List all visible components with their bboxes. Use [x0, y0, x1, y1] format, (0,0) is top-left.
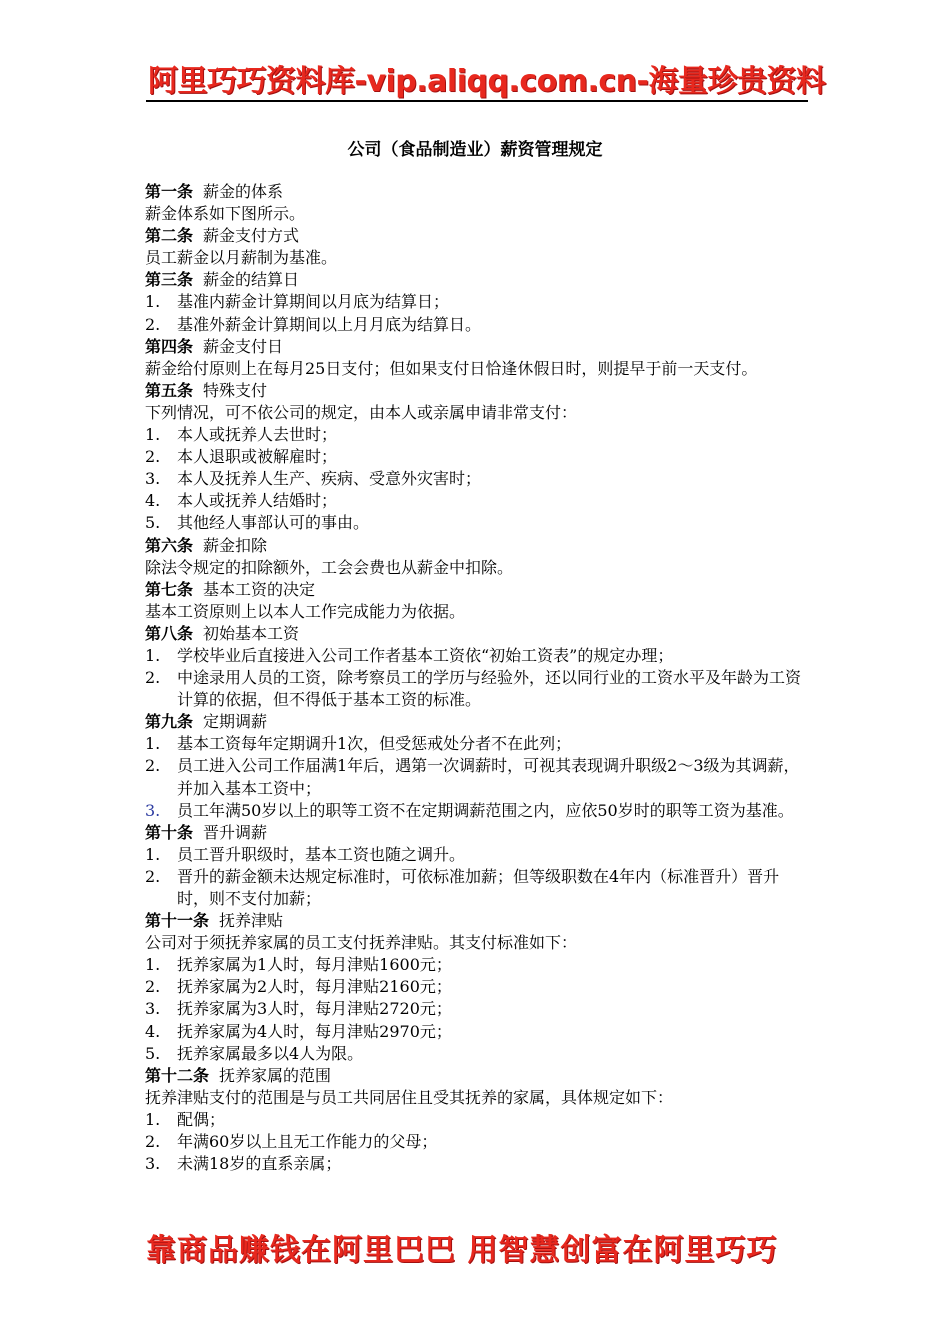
list-item-number: 2.: [145, 977, 161, 997]
article-name: 薪金的体系: [203, 182, 284, 201]
article-paragraph: 抚养津贴支付的范围是与员工共同居住且受其抚养的家属，具体规定如下：: [145, 1087, 674, 1107]
list-item-number: 1.: [145, 955, 161, 975]
list-item-text: 未满18岁的直系亲属；: [177, 1154, 342, 1174]
list-item: [145, 314, 809, 336]
article-paragraph: 下列情况，可不依公司的规定，由本人或亲属申请非常支付：: [145, 402, 578, 422]
list-item-number: 5.: [145, 513, 161, 533]
list-item: [145, 976, 809, 998]
article-name: 薪金扣除: [203, 535, 268, 555]
list-item: [145, 844, 809, 866]
article-name: 抚养家属的范围: [219, 1065, 332, 1085]
list-item-number: 1.: [145, 425, 161, 445]
list-item: [145, 512, 809, 534]
top-rule: [146, 100, 808, 102]
list-item-text: 本人或抚养人去世时；: [177, 425, 338, 445]
article-number: 第二条: [145, 226, 194, 246]
list-item: [145, 800, 809, 822]
top-banner: 阿里巧巧资料库-vip.aliqq.com.cn-海量珍贵资料: [148, 64, 826, 99]
list-item: [145, 755, 809, 799]
article-number: 第四条: [145, 336, 194, 356]
article-name: 薪金支付日: [203, 336, 284, 356]
article-number: 第六条: [145, 535, 194, 555]
article-paragraph: 薪金给付原则上在每月25日支付；但如果支付日恰逢休假日时，则提早于前一天支付。: [145, 358, 758, 378]
list-item-text: 基准内薪金计算期间以月底为结算日；: [177, 292, 450, 312]
article-number: 第八条: [145, 623, 194, 643]
list-item-text: 基本工资每年定期调升1次，但受惩戒处分者不在此列；: [177, 734, 572, 754]
article-number: 第十条: [145, 822, 194, 842]
list-item-number: 1.: [145, 292, 161, 312]
list-item-number: 1.: [145, 1109, 161, 1129]
article-heading: [145, 380, 809, 402]
list-item-text: 抚养家属为2人时，每月津贴2160元；: [177, 977, 452, 997]
article-name: 基本工资的决定: [203, 579, 316, 599]
list-item: [145, 1021, 809, 1043]
list-item: [145, 1153, 809, 1175]
article-number: 第一条: [145, 182, 194, 201]
list-item: [145, 1131, 809, 1153]
article-heading: [145, 711, 809, 733]
article-name: 定期调薪: [203, 712, 268, 732]
article-name: 特殊支付: [203, 380, 268, 400]
list-item-number: 1.: [145, 844, 161, 864]
article-heading: [145, 535, 809, 557]
list-item: [145, 733, 809, 755]
article-name: 薪金支付方式: [203, 226, 300, 246]
list-item: [145, 446, 809, 468]
article-heading: [145, 822, 809, 844]
list-item-text: 员工晋升职级时，基本工资也随之调升。: [177, 844, 466, 864]
article-heading: [145, 1065, 809, 1087]
article-heading: [145, 910, 809, 932]
article-paragraph: 公司对于须抚养家属的员工支付抚养津贴。其支付标准如下：: [145, 933, 578, 953]
list-item-number: 3.: [145, 800, 161, 820]
list-item: [145, 645, 809, 667]
article-heading: [145, 269, 809, 291]
list-item: [145, 468, 809, 490]
article-paragraph: 基本工资原则上以本人工作完成能力为依据。: [145, 601, 466, 621]
article-paragraph: 员工薪金以月薪制为基准。: [145, 248, 338, 268]
list-item-number: 3.: [145, 1154, 161, 1174]
list-item-number: 4.: [145, 1021, 161, 1041]
document-body: [145, 181, 809, 1175]
list-item-text: 抚养家属为1人时，每月津贴1600元；: [177, 955, 452, 975]
list-item-text: 其他经人事部认可的事由。: [177, 513, 370, 533]
article-name: 晋升调薪: [203, 822, 268, 842]
article-heading: [145, 181, 809, 203]
article-number: 第三条: [145, 270, 194, 290]
list-item: [145, 424, 809, 446]
list-item-number: 2.: [145, 668, 161, 688]
list-item-text: 员工进入公司工作届满1年后，遇第一次调薪时，可视其表现调升职级2～3级为其调薪，并加入基本工资中；: [177, 756, 800, 798]
list-item-number: 5.: [145, 1043, 161, 1063]
list-item-number: 1.: [145, 734, 161, 754]
list-item-number: 2.: [145, 314, 161, 334]
list-item-number: 2.: [145, 1132, 161, 1152]
article-heading: [145, 579, 809, 601]
article-paragraph: 薪金体系如下图所示。: [145, 204, 306, 224]
list-item: [145, 866, 809, 910]
article-number: 第五条: [145, 380, 194, 400]
list-item-text: 年满60岁以上且无工作能力的父母；: [177, 1132, 438, 1152]
list-item-number: 3.: [145, 469, 161, 489]
article-number: 第七条: [145, 579, 194, 599]
article-paragraph: 除法令规定的扣除额外，工会会费也从薪金中扣除。: [145, 557, 514, 577]
list-item-number: 2.: [145, 447, 161, 467]
article-name: 薪金的结算日: [203, 270, 300, 290]
article-name: 初始基本工资: [203, 623, 300, 643]
article-name: 抚养津贴: [219, 911, 284, 931]
list-item-text: 晋升的薪金额未达规定标准时，可依标准加薪；但等级职数在4年内（标准晋升）晋升时，则不支付加薪；: [177, 866, 780, 908]
list-item-number: 1.: [145, 645, 161, 665]
list-item-text: 学校毕业后直接进入公司工作者基本工资依“初始工资表”的规定办理；: [177, 645, 674, 665]
list-item-text: 中途录用人员的工资，除考察员工的学历与经验外，还以同行业的工资水平及年龄为工资计算的依据，但不得低于基本工资的标准。: [177, 668, 802, 710]
list-item-text: 本人及抚养人生产、疾病、受意外灾害时；: [177, 469, 482, 489]
list-item: [145, 1043, 809, 1065]
bottom-banner: 靠商品赚钱在阿里巴巴 用智慧创富在阿里巧巧: [146, 1233, 778, 1268]
article-heading: [145, 623, 809, 645]
list-item-number: 3.: [145, 999, 161, 1019]
document-title: 公司（食品制造业）薪资管理规定: [347, 140, 603, 160]
list-item-text: 员工年满50岁以上的职等工资不在定期调薪范围之内，应依50岁时的职等工资为基准。: [177, 800, 794, 820]
article-heading: [145, 336, 809, 358]
list-item: [145, 954, 809, 976]
list-item: [145, 998, 809, 1020]
list-item-text: 基准外薪金计算期间以上月月底为结算日。: [177, 314, 482, 334]
list-item: [145, 667, 809, 711]
list-item-number: 2.: [145, 866, 161, 886]
list-item: [145, 291, 809, 313]
list-item-text: 本人或抚养人结婚时；: [177, 491, 338, 511]
list-item-number: 2.: [145, 756, 161, 776]
list-item-text: 本人退职或被解雇时；: [177, 447, 338, 467]
list-item-text: 配偶；: [177, 1109, 226, 1129]
list-item-number: 4.: [145, 491, 161, 511]
list-item: [145, 1109, 809, 1131]
list-item-text: 抚养家属最多以4人为限。: [177, 1043, 364, 1063]
article-heading: [145, 225, 809, 247]
article-number: 第九条: [145, 712, 194, 732]
list-item-text: 抚养家属为4人时，每月津贴2970元；: [177, 1021, 452, 1041]
list-item-text: 抚养家属为3人时，每月津贴2720元；: [177, 999, 452, 1019]
list-item: [145, 490, 809, 512]
article-number: 第十一条: [145, 911, 210, 931]
article-number: 第十二条: [145, 1065, 210, 1085]
